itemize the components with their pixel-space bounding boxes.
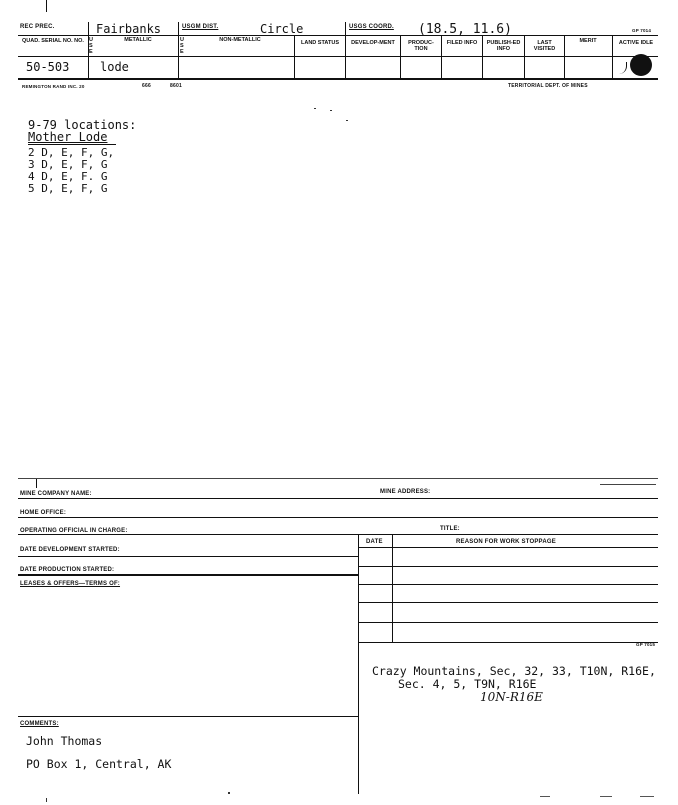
- date-production-label: DATE PRODUCTION STARTED:: [20, 567, 115, 573]
- notes-item: 2 D, E, F, G,: [28, 146, 115, 159]
- usgm-dist-value: Circle: [260, 22, 304, 36]
- usgs-coord-value: (18.5, 11.6): [418, 22, 512, 37]
- col-quad-header: QUAD. SERIAL NO. NO.: [22, 38, 84, 44]
- usgm-dist-label: USGM DIST.: [182, 24, 219, 30]
- col-published-header: PUBLISH-ED INFO: [486, 40, 521, 52]
- col-nonmetallic-header: NON-METALLIC: [219, 37, 261, 43]
- notes-item: 3 D, E, F, G: [28, 158, 108, 171]
- col-development-header: DEVELOP-MENT: [351, 40, 395, 46]
- reason-column-header: REASON FOR WORK STOPPAGE: [456, 539, 556, 545]
- form-number-bottom: GP 7015: [636, 642, 656, 647]
- leases-offers-label: LEASES & OFFERS—TERMS OF:: [20, 581, 121, 587]
- col-metallic-header: METALLIC: [124, 37, 152, 43]
- mine-company-label: MINE COMPANY NAME:: [20, 491, 92, 497]
- location-line-2: Sec. 4, 5, T9N, R16E: [398, 677, 537, 691]
- serial-number-value: 50-503: [26, 60, 70, 74]
- rec-prec-value: Fairbanks: [96, 22, 162, 36]
- col-merit-header: MERIT: [579, 38, 597, 44]
- notes-line-2: Mother Lode: [28, 130, 108, 144]
- printer-code-1: 666: [142, 83, 151, 89]
- rec-prec-label: REC PREC.: [20, 24, 55, 30]
- curve-mark-icon: [616, 62, 627, 74]
- handwritten-township: 10N-R16E: [480, 690, 543, 704]
- metallic-value: lode: [100, 60, 129, 74]
- location-line-1: Crazy Mountains, Sec, 32, 33, T10N, R16E,: [372, 664, 656, 678]
- col-last-visited-header: LAST VISITED: [533, 40, 556, 52]
- date-column-header: DATE: [366, 539, 383, 545]
- col-filed-header: FILED INFO: [446, 40, 478, 46]
- printer-code-2: 8601: [170, 83, 182, 89]
- col-use1-header: U S E: [89, 37, 93, 55]
- punch-hole-icon: [630, 54, 652, 76]
- notes-line-1: 9-79 locations:: [28, 118, 137, 132]
- operating-official-label: OPERATING OFFICIAL IN CHARGE:: [20, 528, 128, 534]
- title-label: TITLE:: [440, 526, 460, 532]
- notes-item: 5 D, E, F, G: [28, 182, 108, 195]
- col-production-header: PRODUC-TION: [408, 40, 434, 52]
- printer-credit: REMINGTON RAND INC. 20: [22, 84, 85, 89]
- home-office-label: HOME OFFICE:: [20, 510, 67, 516]
- date-development-label: DATE DEVELOPMENT STARTED:: [20, 547, 120, 553]
- mine-address-label: MINE ADDRESS:: [380, 489, 431, 495]
- territorial-dept: TERRITORIAL DEPT. OF MINES: [508, 83, 588, 89]
- comments-label: COMMENTS:: [20, 721, 59, 727]
- form-number-top: GP 7014: [632, 28, 652, 33]
- col-use2-header: U S E: [180, 37, 184, 55]
- notes-item: 4 D, E, F. G: [28, 170, 108, 183]
- col-land-status-header: LAND STATUS: [301, 40, 339, 46]
- comment-line-1: John Thomas: [26, 734, 103, 748]
- usgs-coord-label: USGS COORD.: [349, 24, 394, 30]
- comment-line-2: PO Box 1, Central, AK: [26, 757, 172, 771]
- col-active-idle-header: ACTIVE IDLE: [618, 40, 654, 46]
